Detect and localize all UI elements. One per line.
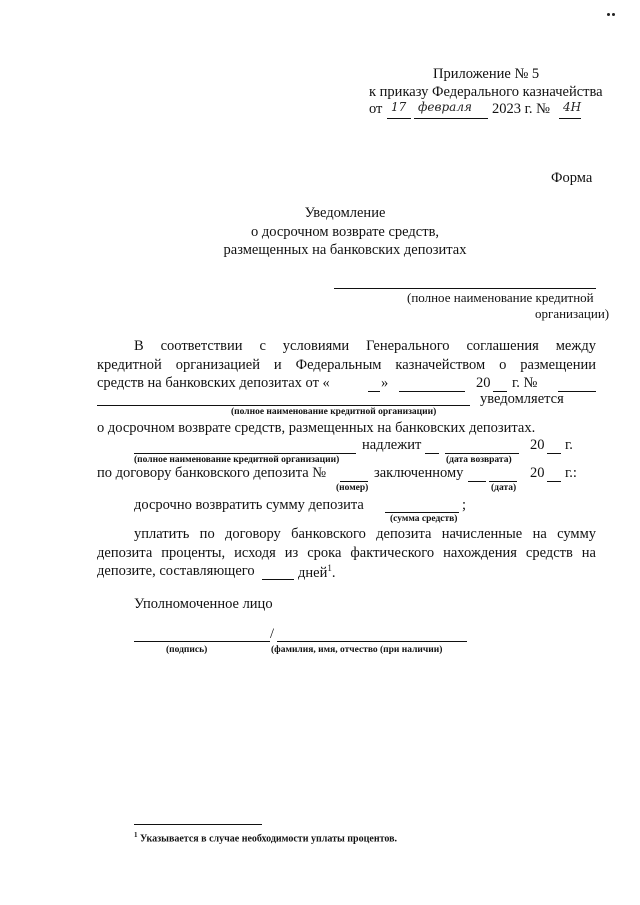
order-year-label: 2023 г. № — [492, 101, 551, 117]
footnote — [134, 831, 397, 844]
contract-number-line — [340, 481, 368, 482]
deposit-amount-caption: (сумма средств) — [390, 514, 458, 524]
credit-org-caption: (полное наименование кредитной — [407, 290, 594, 305]
contract-number-caption: (номер) — [336, 483, 369, 493]
order-reference: к приказу Федерального казначейства — [369, 84, 603, 100]
concluded-word: заключенному — [374, 465, 464, 481]
date-month-handwritten: февраля — [418, 100, 472, 114]
paragraph-1-line-3a — [97, 375, 330, 392]
date-day-line — [387, 118, 411, 119]
return-year-prefix: 20 — [530, 437, 545, 453]
contract-day-line — [468, 481, 486, 482]
credit-org-full-caption: (полное наименование кредитной организации) — [231, 407, 437, 417]
agreement-year-prefix: 20 — [476, 375, 491, 391]
notified-word: уведомляется — [480, 391, 564, 407]
return-month-line — [445, 453, 519, 454]
return-day-line — [425, 453, 439, 454]
agreement-date-prefix: средств на банковских депозитах от « — [97, 375, 330, 391]
amount-semicolon: ; — [462, 497, 467, 513]
due-org-line — [134, 453, 356, 454]
footnote-separator — [134, 824, 262, 825]
contract-month-line — [489, 481, 517, 482]
footnote-mark: 1 — [134, 831, 138, 839]
agreement-day-line — [368, 391, 380, 392]
return-year-suffix: г. — [565, 437, 573, 453]
agreement-month-line — [399, 391, 465, 392]
contract-label: по договору банковского депозита № — [97, 465, 327, 481]
agreement-day-close: » — [381, 375, 389, 391]
paragraph-3-line-3a: депозите, составляющего — [97, 563, 255, 579]
scan-artifact — [612, 13, 615, 16]
authorized-person-label: Уполномоченное лицо — [134, 596, 273, 612]
days-word: дней — [298, 564, 328, 581]
paragraph-3-line-2: депозита проценты, исходя из срока фактического нахождения средств на — [97, 545, 596, 561]
paragraph-3-line-1: уплатить по договору банковского депозита начисленные на сумму — [134, 526, 596, 542]
return-year-line — [547, 453, 561, 454]
credit-org-caption-cont: организации) — [535, 306, 610, 321]
scan-artifact — [607, 13, 610, 16]
date-day-handwritten: 17 — [391, 100, 407, 114]
footnote-reference[interactable]: 1 — [327, 563, 332, 573]
paragraph-2: о досрочном возврате средств, размещенных на банковских депозитах. — [97, 420, 536, 436]
footnote-text: Указывается в случае необходимости уплаты процентов. — [140, 833, 398, 845]
signature-caption: (подпись) — [166, 645, 208, 655]
form-label: Форма — [551, 170, 593, 186]
order-date-prefix: от — [369, 101, 383, 117]
signature-slash: / — [270, 626, 275, 642]
document-subtitle-line1: о досрочном возврате средств, — [250, 224, 440, 240]
credit-org-line — [334, 288, 596, 289]
due-org-caption: (полное наименование кредитной организации) — [134, 455, 340, 465]
appendix-number: Приложение № 5 — [433, 66, 540, 82]
sentence-end: . — [331, 564, 336, 581]
return-date-caption: (дата возврата) — [446, 455, 512, 465]
order-number-line — [559, 118, 581, 119]
interest-days-line — [262, 579, 294, 580]
credit-org-full-line — [97, 405, 470, 406]
order-number-handwritten: 4Н — [563, 100, 582, 114]
agreement-number-label: г. № — [512, 375, 538, 391]
paragraph-1-line-1: В соответствии с условиями Генерального соглашения между — [134, 338, 596, 354]
paragraph-3-line-3 — [298, 563, 335, 582]
deposit-amount-line — [385, 512, 459, 513]
contract-date-caption: (дата) — [491, 483, 517, 493]
return-early-label: досрочно возвратить сумму депозита — [134, 497, 364, 513]
due-word: надлежит — [362, 437, 422, 453]
full-name-line — [277, 641, 467, 642]
document-title: Уведомление — [304, 205, 386, 221]
contract-year-prefix: 20 — [530, 465, 545, 481]
contract-year-line — [547, 481, 561, 482]
signature-line — [134, 641, 270, 642]
document-subtitle-line2: размещенных на банковских депозитах — [223, 242, 467, 258]
date-month-line — [414, 118, 488, 119]
paragraph-1-line-2: кредитной организацией и Федеральным казначейством о размещении — [97, 357, 596, 373]
full-name-caption: (фамилия, имя, отчество (при наличии) — [271, 645, 443, 655]
contract-year-suffix: г.: — [565, 465, 577, 481]
